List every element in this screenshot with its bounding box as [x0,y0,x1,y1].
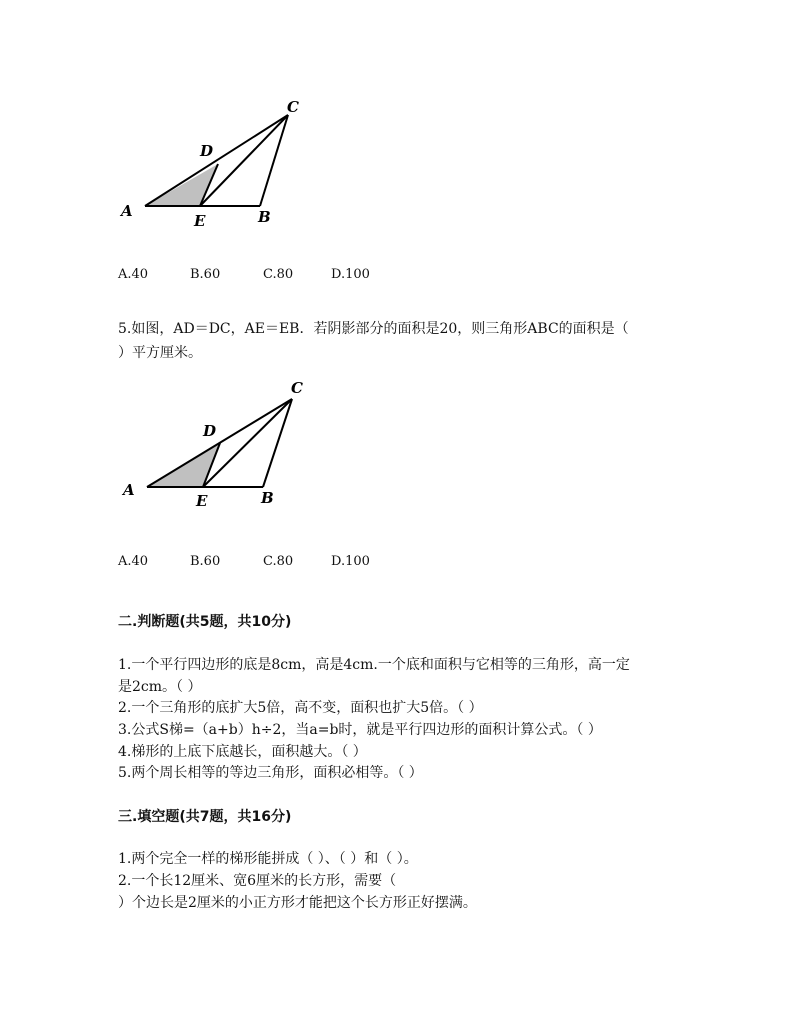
option-b[interactable]: B.60 [190,554,221,569]
label-b: B [261,489,274,507]
q5-text-line2: ）平方厘米。 [118,345,202,361]
label-b: B [258,208,271,226]
fill-item-2-cont: ）个边长是2厘米的小正方形才能把这个长方形正好摆满。 [118,895,477,911]
judgement-item-2: 2.一个三角形的底扩大5倍，高不变，面积也扩大5倍。（ ） [118,700,483,716]
section-heading-fill-blank: 三.填空题(共7题，共16分) [118,809,292,825]
q5-text-line1: 5.如图，AD＝DC，AE＝EB．若阴影部分的面积是20，则三角形ABC的面积是（ [118,321,629,337]
label-c: C [291,379,303,397]
judgement-item-4: 4.梯形的上底下底越长，面积越大。（ ） [118,744,367,760]
option-d[interactable]: D.100 [331,554,370,569]
label-e: E [194,212,206,230]
judgement-item-1: 1.一个平行四边形的底是8cm，高是4cm.一个底和面积与它相等的三角形，高一定 [118,657,630,673]
label-c: C [287,98,299,116]
label-d: D [203,422,217,440]
option-a[interactable]: A.40 [118,267,149,282]
label-d: D [200,142,214,160]
section-heading-judgement: 二.判断题(共5题，共10分) [118,614,292,630]
fill-item-1: 1.两个完全一样的梯形能拼成（ ）、（ ）和（ ）。 [118,851,418,867]
triangle-figure-q4 [110,92,320,232]
option-a[interactable]: A.40 [118,554,149,569]
judgement-item-1-cont: 是2cm。（ ） [118,679,202,695]
option-c[interactable]: C.80 [263,554,294,569]
option-c[interactable]: C.80 [263,267,294,282]
triangle-figure-q5 [112,375,322,515]
option-b[interactable]: B.60 [190,267,221,282]
label-a: A [123,481,135,499]
judgement-item-5: 5.两个周长相等的等边三角形，面积必相等。（ ） [118,765,423,781]
judgement-item-3: 3.公式S梯=（a+b）h÷2，当a=b时，就是平行四边形的面积计算公式。（ ） [118,722,602,738]
fill-item-2: 2.一个长12厘米、宽6厘米的长方形，需要（ [118,873,397,889]
option-d[interactable]: D.100 [331,267,370,282]
label-e: E [196,492,208,510]
label-a: A [121,202,133,220]
